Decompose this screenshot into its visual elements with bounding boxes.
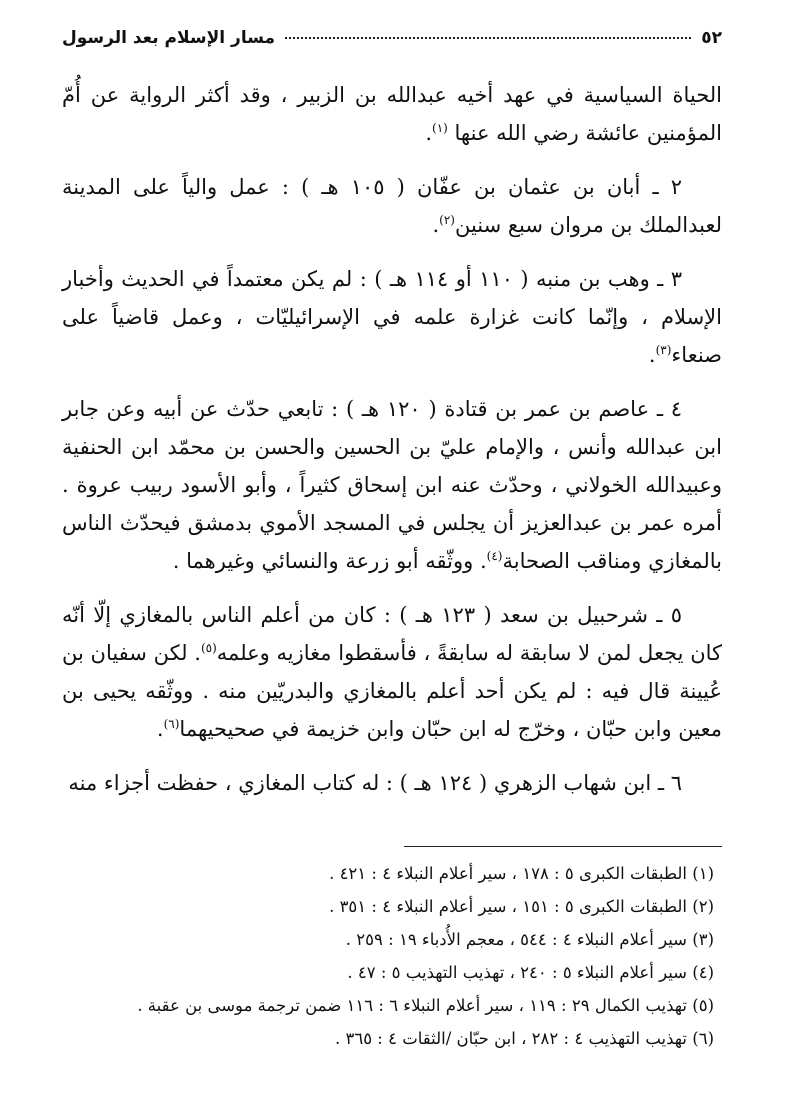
book-title: مسار الإسلام بعد الرسول xyxy=(62,28,276,48)
paragraph-text: ٤ ـ عاصم بن عمر بن قتادة ( ١٢٠ هـ ) : تابعي حدّث عن أبيه وعن جابر ابن عبدالله وأنس ، والإمام عليّ بن الحسين والحسن بن محمّد ابن الحنفية وعبيدالله الخولاني ، وحدّث عنه ابن إسحاق كثيراً ، وأبو الأسود ربيب عروة . أمره عمر بن عبدالعزيز أن يجلس في المسجد الأموي بدمشق فيحدّث الناس بالمغازي ومناقب الصحابة xyxy=(62,397,722,573)
footnote-separator-wrap xyxy=(62,818,722,857)
footnote-ref-5[interactable]: (٥) xyxy=(200,641,217,655)
paragraph-tail: . xyxy=(648,343,656,367)
paragraph-tail-2: . xyxy=(156,717,164,741)
entry-shurahbil xyxy=(62,596,722,748)
body-text xyxy=(62,76,722,802)
footnote-2: (٢) الطبقات الكبرى ٥ : ١٥١ ، سير أعلام النبلاء ٤ : ٣٥١ . xyxy=(329,897,714,916)
paragraph-tail: . ووثّقه أبو زرعة والنسائي وغيرهما . xyxy=(172,549,487,573)
paragraph-continuation xyxy=(62,76,722,152)
running-header xyxy=(62,28,722,58)
footnote-5: (٥) تهذيب الكمال ٢٩ : ١١٩ ، سير أعلام النبلاء ٦ : ١١٦ ضمن ترجمة موسى بن عقبة . xyxy=(137,996,714,1015)
footnote-separator xyxy=(404,846,722,847)
footnote-6: (٦) تهذيب التهذيب ٤ : ٢٨٢ ، ابن حبّان /الثقات ٤ : ٣٦٥ . xyxy=(334,1029,714,1048)
footnotes xyxy=(62,857,722,1055)
paragraph-tail: . xyxy=(432,213,440,237)
page-number: ٥٢ xyxy=(701,28,722,48)
entry-zuhri xyxy=(62,764,722,802)
footnote-1: (١) الطبقات الكبرى ٥ : ١٧٨ ، سير أعلام النبلاء ٤ : ٤٢١ . xyxy=(329,864,714,883)
footnote-3: (٣) سير أعلام النبلاء ٤ : ٥٤٤ ، معجم الأُدباء ١٩ : ٢٥٩ . xyxy=(345,930,714,949)
paragraph-text: ٦ ـ ابن شهاب الزهري ( ١٢٤ هـ ) : له كتاب المغازي ، حفظت أجزاء منه xyxy=(68,771,682,795)
entry-asim xyxy=(62,390,722,580)
paragraph-text: الحياة السياسية في عهد أخيه عبدالله بن الزبير ، وقد أكثر الرواية عن أُمّ المؤمنين عائشة رضي الله عنها xyxy=(62,83,722,145)
footnote-ref-4[interactable]: (٤) xyxy=(486,549,503,563)
paragraph-tail: . xyxy=(425,121,433,145)
entry-aban xyxy=(62,168,722,244)
paragraph-tail: . لكن سفيان بن عُيينة قال فيه : لم يكن أحد أعلم بالمغازي والبدريّين منه . ووثّقه يحيى بن معين وابن حبّان ، وخرّج له ابن حبّان وابن خزيمة في صحيحيهما xyxy=(62,641,722,741)
footnote-ref-6[interactable]: (٦) xyxy=(163,717,180,731)
footnote-ref-1[interactable]: (١) xyxy=(432,121,448,135)
book-page xyxy=(62,28,722,1088)
paragraph-text: ٣ ـ وهب بن منبه ( ١١٠ أو ١١٤ هـ ) : لم يكن معتمداً في الحديث وأخبار الإسلام ، وإنّما كانت غزارة علمه في الإسرائيليّات ، وعمل قاضياً على صنعاء xyxy=(62,267,722,367)
entry-wahb xyxy=(62,260,722,374)
paragraph-text: ٥ ـ شرحبيل بن سعد ( ١٢٣ هـ ) : كان من أعلم الناس بالمغازي إلّا أنّه كان يجعل لمن لا سابقة له سابقةً ، فأسقطوا مغازيه وعلمه xyxy=(62,603,723,665)
footnote-ref-3[interactable]: (٣) xyxy=(655,343,672,357)
footnote-4: (٤) سير أعلام النبلاء ٥ : ٢٤٠ ، تهذيب التهذيب ٥ : ٤٧ . xyxy=(347,963,714,982)
footnote-ref-2[interactable]: (٢) xyxy=(439,213,455,227)
paragraph-text: ٢ ـ أبان بن عثمان بن عفّان ( ١٠٥ هـ ) : عمل والياً على المدينة لعبدالملك بن مروان سبع سنين xyxy=(62,175,722,237)
header-leader-dots xyxy=(285,37,691,39)
